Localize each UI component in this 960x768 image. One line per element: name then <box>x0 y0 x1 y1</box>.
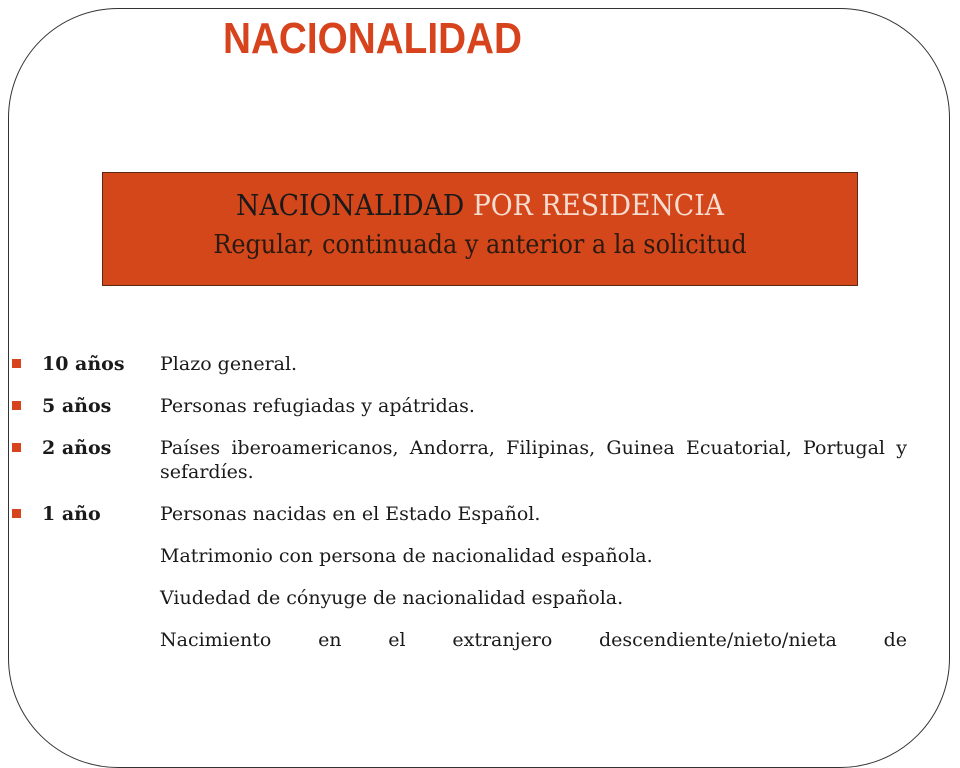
period-term: 10 años <box>42 353 125 375</box>
period-term: 1 año <box>42 503 101 525</box>
period-term: 2 años <box>42 437 112 459</box>
period-term: 5 años <box>42 395 112 417</box>
list-item <box>12 586 907 610</box>
list-item <box>12 628 907 652</box>
period-description: Matrimonio con persona de nacionalidad española. <box>160 545 653 567</box>
period-description: Personas refugiadas y apátridas. <box>160 395 475 417</box>
square-bullet-icon <box>12 401 21 410</box>
banner-heading-part1: NACIONALIDAD <box>235 188 465 222</box>
period-description: Personas nacidas en el Estado Español. <box>160 503 541 525</box>
list-item <box>12 436 907 484</box>
square-bullet-icon <box>12 443 21 452</box>
banner-subheading: Regular, continuada y anterior a la solicitud <box>213 230 747 260</box>
residence-periods-list <box>12 352 907 670</box>
banner-heading <box>133 185 827 225</box>
square-bullet-icon <box>12 359 21 368</box>
residence-banner <box>102 172 858 286</box>
period-description: Países iberoamericanos, Andorra, Filipinas, Guinea Ecuatorial, Portugal y sefardíes. <box>160 437 907 483</box>
page-title: NACIONALIDAD <box>222 14 522 63</box>
period-description: Plazo general. <box>160 353 298 375</box>
period-description: Viudedad de cónyuge de nacionalidad española. <box>160 587 624 609</box>
banner-heading-part2: POR RESIDENCIA <box>472 188 725 222</box>
list-item <box>12 544 907 568</box>
period-description: Nacimiento en el extranjero descendiente/nieto/nieta de <box>160 629 907 651</box>
list-item <box>12 502 907 526</box>
square-bullet-icon <box>12 509 21 518</box>
list-item <box>12 394 907 418</box>
list-item <box>12 352 907 376</box>
